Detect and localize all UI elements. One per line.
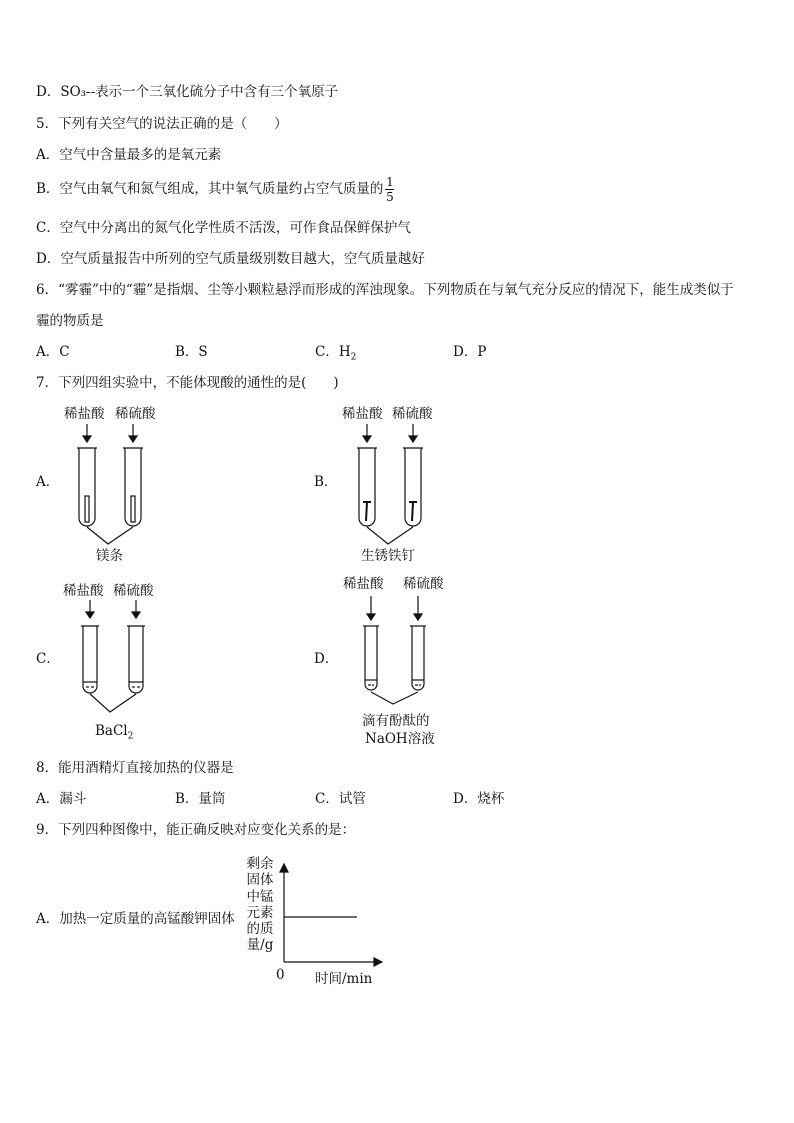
acid-label-hcl: 稀盐酸 (64, 406, 105, 422)
ylabel-line: 剩余 (246, 856, 274, 872)
q8-stem: 8．能用酒精灯直接加热的仪器是 (36, 760, 234, 776)
y-axis-arrow (280, 864, 288, 872)
q7-option-c-letter: C． (36, 651, 60, 667)
fraction-denominator: 5 (386, 190, 394, 204)
q6-option-a: A．C (36, 344, 70, 360)
fraction-numerator: 1 (386, 175, 394, 189)
q9-option-a: A．加热一定质量的高锰酸钾固体 (36, 911, 235, 927)
q8-option-b: B．量筒 (175, 791, 226, 807)
q7-option-c-reagent-text: BaCl (95, 723, 128, 739)
q7-option-c-reagent (95, 723, 133, 742)
ylabel-line: 固体 (246, 872, 274, 889)
q8-option-d: D．烧杯 (453, 791, 505, 807)
test-tubes-magnesium-diagram (60, 420, 170, 550)
acid-label-h2so4: 稀硫酸 (113, 583, 154, 599)
acid-label-hcl: 稀盐酸 (343, 576, 384, 592)
q7-stem: 7．下列四组实验中，不能体现酸的通性的是( ) (36, 375, 339, 391)
subscript: 2 (350, 352, 357, 363)
q9-graph-ylabel (245, 856, 275, 954)
q9-stem: 9．下列四种图像中，能正确反映对应变化关系的是： (36, 822, 356, 838)
test-tubes-rusty-nail-diagram (340, 420, 450, 550)
q9-graph-origin: 0 (276, 967, 285, 983)
test-tubes-naoh-diagram (340, 592, 460, 707)
subscript: 2 (127, 731, 134, 742)
q7-option-a-reagent: 镁条 (96, 548, 123, 564)
q5-option-d: D．空气质量报告中所列的空气质量级别数目越大，空气质量越好 (36, 251, 425, 267)
acid-label-h2so4: 稀硫酸 (115, 406, 156, 422)
q8-option-a: A．漏斗 (36, 791, 87, 807)
acid-label-h2so4: 稀硫酸 (392, 406, 433, 422)
q7-option-d-letter: D． (314, 651, 339, 667)
q5-option-b-text: B．空气由氧气和氮气组成，其中氧气质量约占空气质量的 (36, 181, 384, 197)
ylabel-line: 元素 (246, 904, 274, 921)
q6-option-b: B．S (175, 344, 208, 360)
q5-option-b (36, 176, 394, 203)
q6-option-c-text: C．H (315, 344, 351, 360)
q7-option-d-reagent-line2: NaOH溶液 (365, 731, 435, 747)
ylabel-line: 量/g (246, 937, 274, 954)
q6-option-d: D．P (453, 344, 487, 360)
q4-option-d: D．SO₃--表示一个三氧化硫分子中含有三个氧原子 (36, 84, 339, 100)
q9-graph-xlabel: 时间/min (315, 971, 373, 987)
fraction (385, 176, 394, 203)
q9-graph (276, 862, 386, 968)
q5-option-a: A．空气中含量最多的是氧元素 (36, 147, 222, 163)
q7-option-a-letter: A． (36, 474, 60, 490)
x-axis-arrow (374, 958, 382, 966)
acid-label-hcl: 稀盐酸 (342, 406, 383, 422)
q5-option-c: C．空气中分离出的氮气化学性质不活泼，可作食品保鲜保护气 (36, 220, 411, 236)
q7-option-b-reagent: 生锈铁钉 (361, 548, 415, 564)
acid-label-hcl: 稀盐酸 (63, 583, 104, 599)
q6-option-c (315, 343, 356, 367)
q7-option-b-letter: B． (314, 474, 338, 490)
acid-label-h2so4: 稀硫酸 (403, 576, 444, 592)
q6-stem-line1: 6．“雾霾”中的“霾”是指烟、尘等小颗粒悬浮而形成的浑浊现象。下列物质在与氧气充分反应的情况下，能生成类似于 (36, 282, 734, 298)
q8-option-c: C．试管 (315, 791, 366, 807)
ylabel-line: 的质 (246, 921, 274, 938)
q6-stem-line2: 霾的物质是 (36, 313, 104, 329)
q5-stem: 5．下列有关空气的说法正确的是（ ） (36, 116, 288, 132)
ylabel-line: 中锰 (246, 888, 274, 905)
q7-option-d-reagent-line1: 滴有酚酞的 (362, 713, 430, 729)
test-tubes-bacl2-diagram (63, 598, 173, 723)
